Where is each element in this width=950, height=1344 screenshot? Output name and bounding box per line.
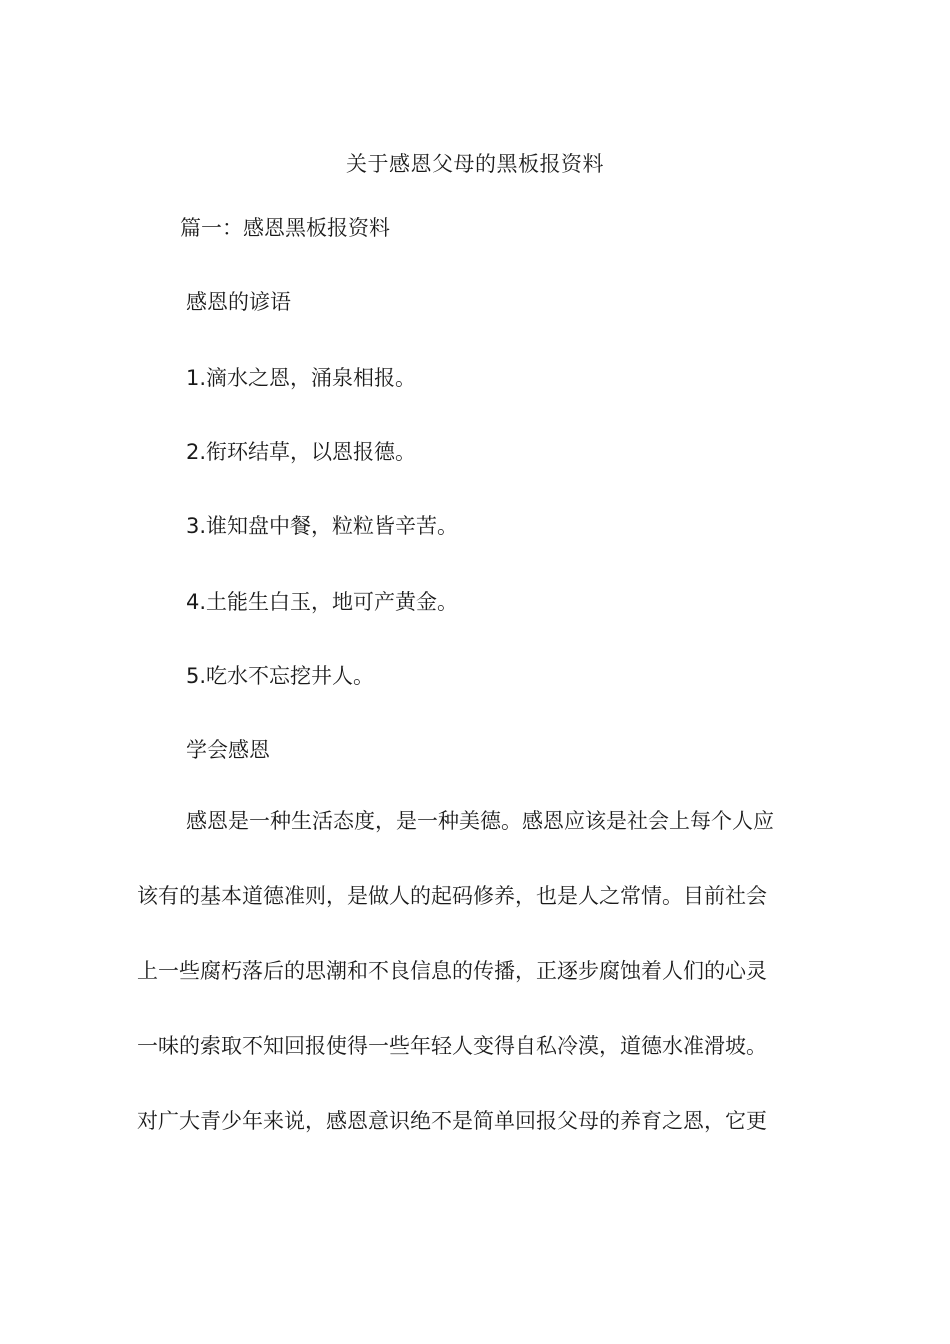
document-title: 关于感恩父母的黑板报资料 [346,152,604,176]
heading-proverbs: 感恩的谚语 [186,290,291,314]
paragraph-line: 对广大青少年来说，感恩意识绝不是简单回报父母的养育之恩，它更 [137,1109,767,1133]
proverb-number: 5. [186,664,207,688]
proverb-number: 2. [186,440,207,464]
section-title: 篇一：感恩黑板报资料 [180,216,390,240]
proverb-item [186,586,458,616]
proverb-item [186,362,416,392]
proverb-item [186,660,374,690]
proverb-number: 3. [186,514,207,538]
proverb-number: 1. [186,366,207,390]
paragraph-line: 一味的索取不知回报使得一些年轻人变得自私冷漠，道德水准滑坡。 [137,1034,767,1058]
proverb-number: 4. [186,590,207,614]
proverb-item [186,436,416,466]
proverb-text: 谁知盘中餐，粒粒皆辛苦。 [206,514,459,538]
proverb-item [186,510,458,540]
paragraph-line: 该有的基本道德准则，是做人的起码修养，也是人之常情。目前社会 [137,884,767,908]
proverb-text: 衔环结草，以恩报德。 [206,440,417,464]
proverb-text: 土能生白玉，地可产黄金。 [206,590,459,614]
paragraph-line: 上一些腐朽落后的思潮和不良信息的传播，正逐步腐蚀着人们的心灵 [137,959,767,983]
body-paragraph [137,806,817,1181]
paragraph-line: 感恩是一种生活态度，是一种美德。感恩应该是社会上每个人应 [186,809,774,833]
proverb-text: 吃水不忘挖井人。 [206,664,375,688]
proverb-text: 滴水之恩，涌泉相报。 [206,366,417,390]
heading-learn-gratitude: 学会感恩 [186,738,270,762]
